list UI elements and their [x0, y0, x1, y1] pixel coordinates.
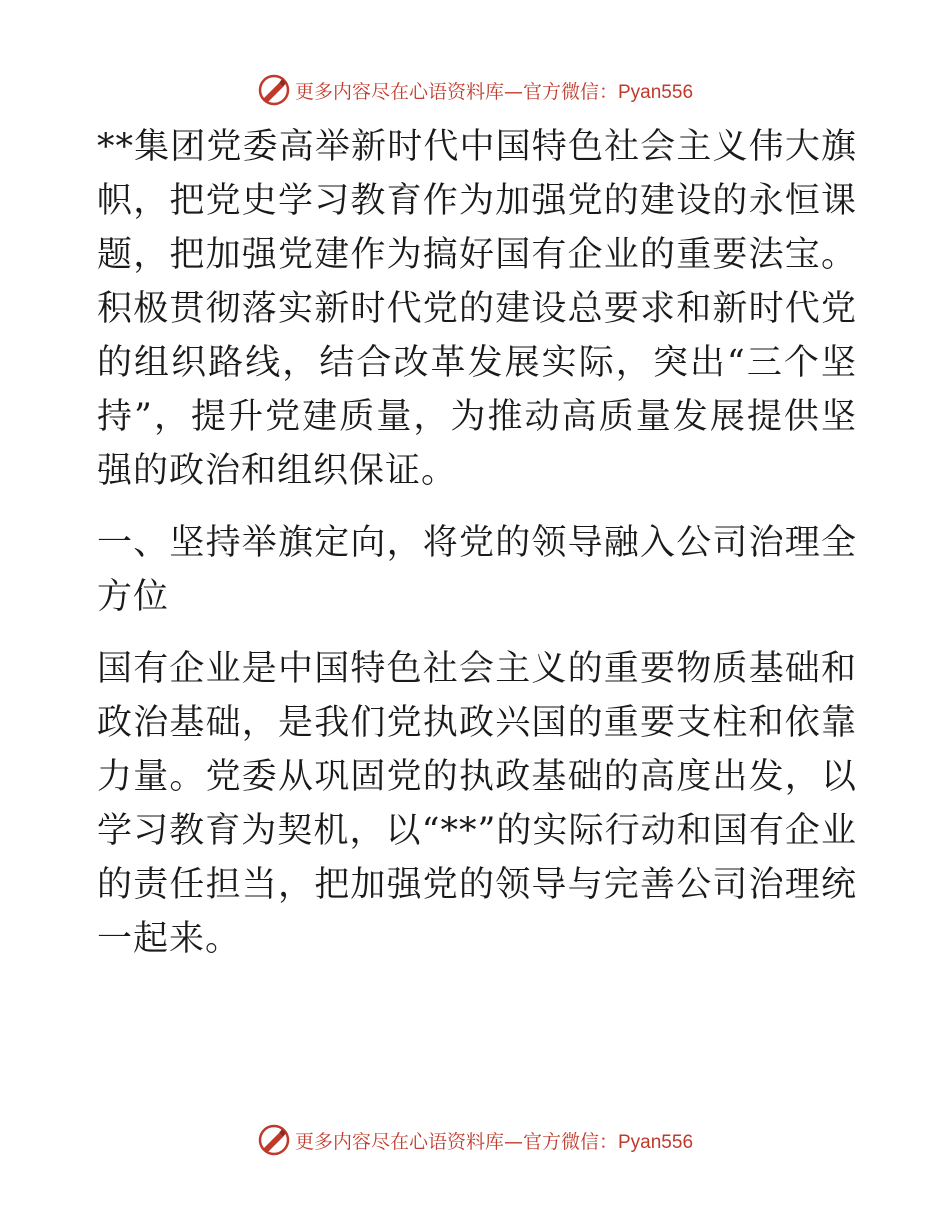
watermark-account: Pyan556 [618, 81, 694, 103]
section-heading-1: 一、坚持举旗定向，将党的领导融入公司治理全方位 [97, 523, 857, 617]
intro-paragraph: **集团党委高举新时代中国特色社会主义伟大旗帜，把党史学习教育作为加强党的建设的永恒课题，把加强党建作为搞好国有企业的重要法宝。积极贯彻落实新时代党的建设总要求和新时代党的组织路线，结合改革发展实际，突出“三个坚持”，提升党建质量，为推动高质量发展提供坚强的政治和组织保证。 [97, 127, 857, 491]
watermark-separator: — [503, 80, 523, 103]
watermark-label: 官方微信： [522, 1130, 618, 1153]
header-watermark [0, 70, 950, 110]
pen-logo-icon [257, 73, 291, 107]
watermark-slogan: 更多内容尽在心语资料库 [294, 80, 504, 103]
pen-logo-icon [257, 1123, 291, 1157]
watermark-separator: — [503, 1130, 523, 1153]
watermark-slogan: 更多内容尽在心语资料库 [294, 1130, 504, 1153]
section-paragraph-1: 国有企业是中国特色社会主义的重要物质基础和政治基础，是我们党执政兴国的重要支柱和依靠力量。党委从巩固党的执政基础的高度出发，以学习教育为契机，以“**”的实际行动和国有企业的责任担当，把加强党的领导与完善公司治理统一起来。 [97, 649, 857, 959]
footer-watermark [0, 1120, 950, 1160]
document-body [97, 120, 857, 966]
watermark-label: 官方微信： [522, 80, 618, 103]
watermark-text [295, 1127, 693, 1154]
watermark-account: Pyan556 [618, 1131, 694, 1153]
watermark-text [295, 77, 693, 104]
